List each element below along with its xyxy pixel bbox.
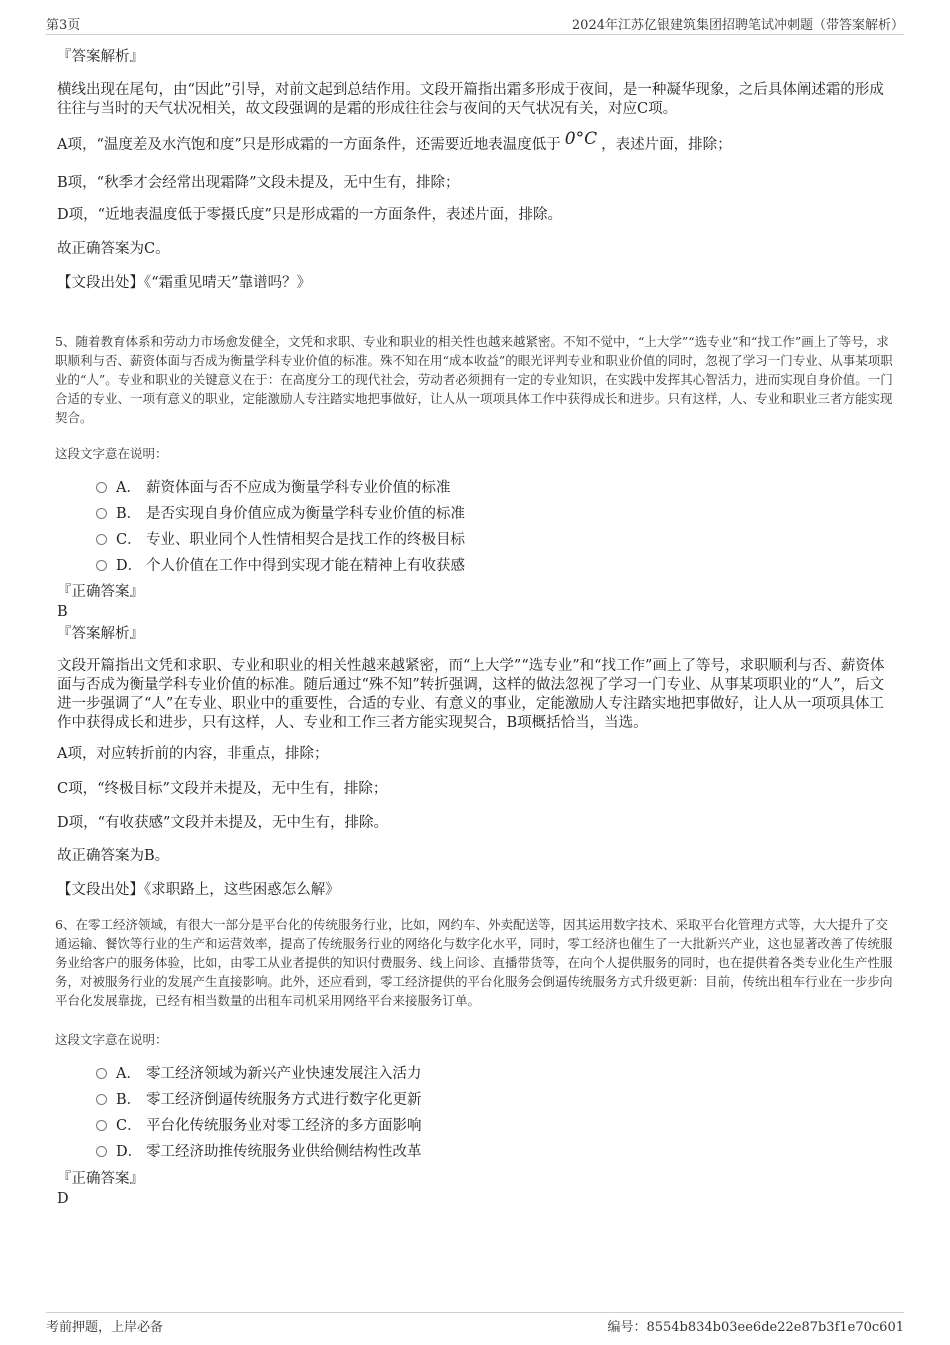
radio-icon[interactable] [96,534,107,545]
q4-option-a-analysis [57,129,893,155]
degree-symbol: 0°C [564,129,598,149]
radio-icon[interactable] [96,482,107,493]
q5-option-a[interactable]: A． 薪资体面与否不应成为衡量学科专业价值的标准 [96,478,451,498]
page-number: 第3页 [46,18,81,33]
q6-stem: 6、在零工经济领域，有很大一部分是平台化的传统服务行业，比如，网约车、外卖配送等，因其运用数字技术、采取平台化管理方式等，大大提升了交通运输、餐饮等行业的生产和运营效率，提高了传统服务行业的网络化与数字化水平，同时，零工经济也催生了一大批新兴产业，这也显著改善了传统服务业给客户的服务体验，比如，由零工从业者提供的知识付费服务、线上问诊、直播带货等，在向个人提供服务的同时，也在提供着各类专业化生产性服务，对被服务行业的发展产生直接影响。此外，还应看到，零工经济提供的平台化服务会倒逼传统服务方式升级更新：目前，传统出租车行业在一步步向平台化发展靠拢，已经有相当数量的出租车司机采用网络平台来接服务订单。 [55,917,893,1008]
q4-conclusion: 故正确答案为C。 [57,241,170,257]
q6-answer-label: 『正确答案』 [57,1171,144,1187]
radio-icon[interactable] [96,1068,107,1079]
q5-analysis-text: 文段开篇指出文凭和求职、专业和职业的相关性越来越紧密，而“上大学”“选专业”和“找工作”画上了等号，求职顺利与否、薪资体面与否成为衡量学科专业价值的标准。随后通过“殊不知”转折强调，这样的做法忽视了学习一门专业、从事某项职业的“人”，后文进一步强调了“人”在专业、职业中的重要性，合适的专业、有意义的事业，定能激励人专注踏实地把事做好，让人从一项项具体工作中获得成长和进步，只有这样，人、专业和工作三者方能实现契合，B项概括恰当，当选。 [57,658,885,731]
radio-icon[interactable] [96,1120,107,1131]
document-title: 2024年江苏亿银建筑集团招聘笔试冲刺题（带答案解析） [571,18,904,33]
q5-option-d-analysis: D项，“有收获感”文段并未提及，无中生有，排除。 [57,815,388,831]
q4-a-pre: A项，“温度差及水汽饱和度”只是形成霜的一方面条件，还需要近地表温度低于 [57,137,561,153]
q5-answer-label: 『正确答案』 [57,584,144,600]
q5-answer: B [57,604,68,620]
q5-prompt: 这段文字意在说明： [55,446,168,461]
q5-option-c[interactable]: C． 专业、职业同个人性情相契合是找工作的终极目标 [96,530,465,550]
q4-a-post: ，表述片面，排除； [601,137,732,153]
radio-icon[interactable] [96,560,107,571]
radio-icon[interactable] [96,1094,107,1105]
q6-prompt: 这段文字意在说明： [55,1032,168,1047]
footer-slogan: 考前押题，上岸必备 [46,1320,164,1335]
q4-option-b-analysis: B项，“秋季才会经常出现霜降”文段未提及，无中生有，排除； [57,175,460,191]
q4-option-d-analysis: D项，“近地表温度低于零摄氏度”只是形成霜的一方面条件，表述片面，排除。 [57,207,562,223]
document-code: 编号：8554b834b03ee6de22e87b3f1e70c601 [607,1320,904,1335]
q5-option-b[interactable]: B． 是否实现自身价值应成为衡量学科专业价值的标准 [96,504,465,524]
page-header [46,14,904,35]
page-footer [46,1312,904,1340]
q6-answer: D [57,1191,69,1207]
q5-analysis-label: 『答案解析』 [57,626,144,642]
q5-option-d[interactable]: D． 个人价值在工作中得到实现才能在精神上有收获感 [96,556,465,576]
q5-option-c-analysis: C项，“终极目标”文段并未提及，无中生有，排除； [57,781,388,797]
q6-option-d[interactable]: D． 零工经济助推传统服务业供给侧结构性改革 [96,1142,422,1162]
q4-analysis-text: 横线出现在尾句，由“因此”引导，对前文起到总结作用。文段开篇指出霜多形成于夜间，是一种凝华现象，之后具体阐述霜的形成往往与当时的天气状况相关，故文段强调的是霜的形成往往会与夜间的天气状况有关，对应C项。 [57,82,884,117]
radio-icon[interactable] [96,1146,107,1157]
q5-option-a-analysis: A项，对应转折前的内容，非重点，排除； [57,746,329,762]
q4-source: 【文段出处】《“霜重见晴天”靠谱吗？》 [57,275,312,291]
q6-option-a[interactable]: A． 零工经济领域为新兴产业快速发展注入活力 [96,1064,422,1084]
q6-option-b[interactable]: B． 零工经济倒逼传统服务方式进行数字化更新 [96,1090,422,1110]
q5-source: 【文段出处】《求职路上，这些困惑怎么解》 [57,882,340,898]
q5-conclusion: 故正确答案为B。 [57,848,170,864]
q5-stem: 5、随着教育体系和劳动力市场愈发健全，文凭和求职、专业和职业的相关性也越来越紧密。不知不觉中，“上大学”“选专业”和“找工作”画上了等号，求职顺利与否、薪资体面与否成为衡量学科专业价值的标准。殊不知在用“成本收益”的眼光评判专业和职业价值的同时，忽视了学习一门专业、从事某项职业的“人”。专业和职业的关键意义在于：在高度分工的现代社会，劳动者必须拥有一定的专业知识，在实践中发挥其心智活力，进而实现自身价值。一门合适的专业、一项有意义的职业，定能激励人专注踏实地把事做好，让人从一项项具体工作中获得成长和进步。只有这样，人、专业和职业三者方能实现契合。 [55,334,893,425]
radio-icon[interactable] [96,508,107,519]
q6-option-c[interactable]: C． 平台化传统服务业对零工经济的多方面影响 [96,1116,422,1136]
q4-analysis-label: 『答案解析』 [57,49,144,65]
